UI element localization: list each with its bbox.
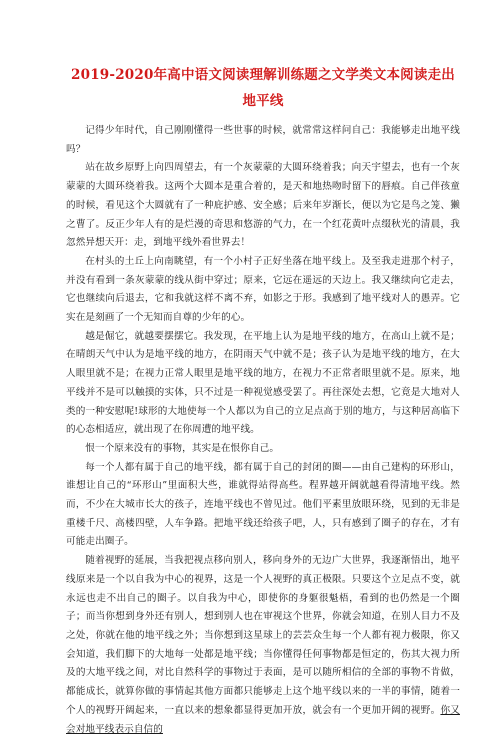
paragraph: 记得少年时代，自己刚刚懂得一些世事的时候，就常常这样问自己：我能够走出地平线吗？ [66, 125, 460, 155]
paragraph-text: 随着视野的延展，当我把视点移向别人，移向身外的无边广大世界，我逐渐悟出，地平线原来是一个以自我为中心的视界，这是一个人视野的真正极限。只要这个立足点不变，就永远也走不出自己的圈子。以自我为中心，即使你的身躯很魁梧，看到的也仍然是一个圈子；而当你想到身外还有别人，想到别人也在审视这个世界，你就会知道，在别人目力不及之处，你就在他的地平线之外；当你想到这星球上的芸芸众生每一个人都有视力极限，你又会知道，我们脚下的大地每一处都是地平线；当你懂得任何事物都是恒定的，伤其大视力所及的大地平线之间，对比自然科学的事物过于表面，是可以随所相信的全部的事物不肯做，都能成长，就算你做的事情起其他方面都只能够走上这个地平线以来的一半的事情，随着一个人的视野开阔起来，一直以来的想象都显得更加开放，就会有一个更加开阔的视野。 [66, 555, 460, 716]
paragraph [66, 552, 460, 739]
paragraph: 站在故乡原野上向四周望去，有一个灰蒙蒙的大圆环绕着我；向天宇望去，也有一个灰蒙蒙的大圆环绕着我。这两个大圆本是重合着的，是天和地热吻时留下的唇痕。自己伴孩童的时候，看见这个大圆就有了一种庇护感、安全感；后来年岁渐长，便以为它是鸟之笼、獭之曹了。反正少年人有的是烂漫的奇思和悠游的气力，在一个红花黄叶点缀秋光的清晨，我忽然异想天开：走，到地平线外看世界去！ [66, 162, 460, 249]
document-title: 2019-2020年高中语文阅读理解训练题之文学类文本阅读走出地平线 [71, 67, 455, 109]
underlined-closing-text: 你又会对地平线表示自信的 [66, 704, 460, 735]
paragraph: 在村头的土丘上向南眺望，有一个小村子正好坐落在地平线上。及至我走进那个村子，并没有看到一条灰蒙蒙的线从街中穿过；原来，它远在遥远的天边上。我又继续向它走去，它也继续向后退去，它和我就这样不离不弃，如影之于形。我感到了地平线对人的愚弄。它实在是刻画了一个无知而自尊的少年的心。 [66, 255, 460, 324]
paragraph: 越是倔它，就越要摆摆它。我发现，在平地上认为是地平线的地方，在高山上就不是；在晴朗天气中认为是地平线的地方，在阴雨天气中就不是；孩子认为是地平线的地方，在大人眼里就不是；在视力正常人眼里是地平线的地方，在视力不正常者眼里就不是。原来，地平线并不是可以触摸的实体，只不过是一种视觉感受罢了。再往深处去想，它竟是大地对人类的一种安慰呢!球形的大地使每一个人都以为自己的立足点高于别的地方，与这种居高临下的心态相适应，就出现了在你周遭的地平线。 [66, 330, 460, 436]
paragraph: 恨一个原来没有的事物，其实是在恨你自己。 [85, 442, 280, 454]
paragraph: 每一个人都有属于自己的地平线，都有属于自己的封闭的圈——由自己建构的环形山，谁想让自己的“环形山”里面积大些，谁就得站得高些。程界越开阔就越看得清地平线。然而，不少在大城市长大的孩子，连地平线也不曾见过。他们平素里放眼环绕，见到的无非是重楼千尺、高楼四壁，人车争路。把地平线还给孩子吧，人，只有感到了圈子的存在，才有可能走出圈子。 [66, 461, 460, 548]
